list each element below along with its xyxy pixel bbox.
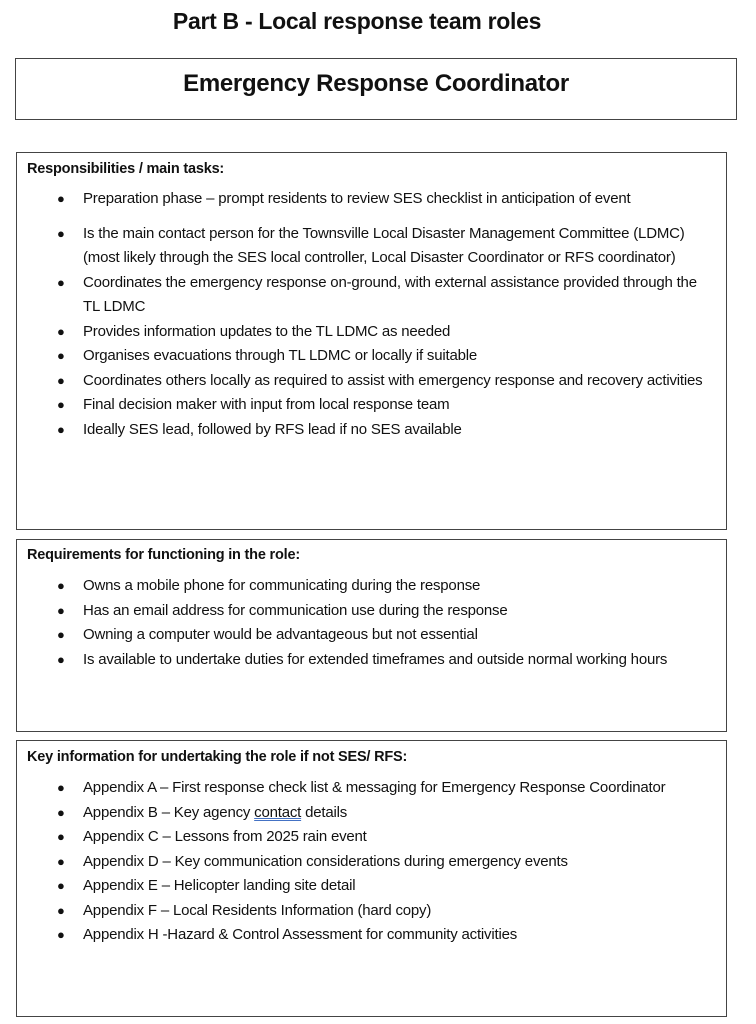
list-item: ● Owning a computer would be advantageous but not essential xyxy=(27,623,716,648)
responsibilities-section xyxy=(16,152,727,530)
list-item: ● Owns a mobile phone for communicating during the response xyxy=(27,574,716,599)
bullet-icon: ● xyxy=(57,651,65,667)
role-title-box xyxy=(15,58,737,120)
responsibilities-list xyxy=(27,187,716,442)
list-item: ● Has an email address for communication use during the response xyxy=(27,599,716,624)
list-item: ● Is available to undertake duties for extended timeframes and outside normal working hours xyxy=(27,648,716,673)
bullet-icon: ● xyxy=(57,627,65,642)
list-item: ● Appendix C – Lessons from 2025 rain event xyxy=(27,825,716,850)
list-item: ● Coordinates others locally as required to assist with emergency response and recovery activities xyxy=(27,369,716,394)
list-item: ● Coordinates the emergency response on-ground, with external assistance provided through the TL LDMC xyxy=(27,271,716,320)
bullet-icon: ● xyxy=(57,804,65,820)
bullet-icon: ● xyxy=(57,829,65,844)
list-item: ● Appendix D – Key communication considerations during emergency events xyxy=(27,850,716,875)
list-item: ● Appendix B – Key agency contact details xyxy=(27,801,716,826)
requirements-section xyxy=(16,539,727,732)
list-item: ● Appendix F – Local Residents Information (hard copy) xyxy=(27,899,716,924)
bullet-icon: ● xyxy=(57,348,65,363)
appendix-list xyxy=(27,776,716,948)
list-item: ● Organises evacuations through TL LDMC or locally if suitable xyxy=(27,344,716,369)
page-heading: Part B - Local response team roles xyxy=(172,8,542,34)
bullet-icon: ● xyxy=(57,225,65,241)
section-title: Requirements for functioning in the role: xyxy=(27,547,300,563)
list-item: ● Preparation phase – prompt residents to review SES checklist in anticipation of event xyxy=(27,187,716,212)
requirements-list xyxy=(27,574,716,672)
bullet-icon: ● xyxy=(57,780,65,795)
bullet-icon: ● xyxy=(57,323,65,339)
bullet-icon: ● xyxy=(57,191,65,206)
bullet-icon: ● xyxy=(57,602,65,618)
bullet-icon: ● xyxy=(57,372,65,388)
bullet-icon: ● xyxy=(57,397,65,412)
bullet-icon: ● xyxy=(57,902,65,918)
spellcheck-underlined-word: contact xyxy=(254,803,302,821)
list-item: ● Final decision maker with input from local response team xyxy=(27,393,716,418)
list-item: ● Appendix A – First response check list & messaging for Emergency Response Coordinator xyxy=(27,776,716,801)
bullet-icon: ● xyxy=(57,878,65,893)
list-item: ● Ideally SES lead, followed by RFS lead if no SES available xyxy=(27,418,716,443)
list-item: ● Provides information updates to the TL LDMC as needed xyxy=(27,320,716,345)
key-information-section xyxy=(16,740,727,1017)
bullet-icon: ● xyxy=(57,853,65,869)
section-title: Key information for undertaking the role if not SES/ RFS: xyxy=(27,749,408,765)
bullet-icon: ● xyxy=(57,421,65,437)
section-title: Responsibilities / main tasks: xyxy=(27,161,225,177)
bullet-icon: ● xyxy=(57,578,65,593)
bullet-icon: ● xyxy=(57,927,65,942)
bullet-icon: ● xyxy=(57,274,65,290)
list-item: ● Is the main contact person for the Townsville Local Disaster Management Committee (LDMC) (most likely through the SES local controller, Local Disaster Coordinator or RFS coordinator) xyxy=(27,222,716,271)
list-item: ● Appendix H -Hazard & Control Assessment for community activities xyxy=(27,923,716,948)
role-title: Emergency Response Coordinator xyxy=(183,70,569,97)
list-item: ● Appendix E – Helicopter landing site detail xyxy=(27,874,716,899)
